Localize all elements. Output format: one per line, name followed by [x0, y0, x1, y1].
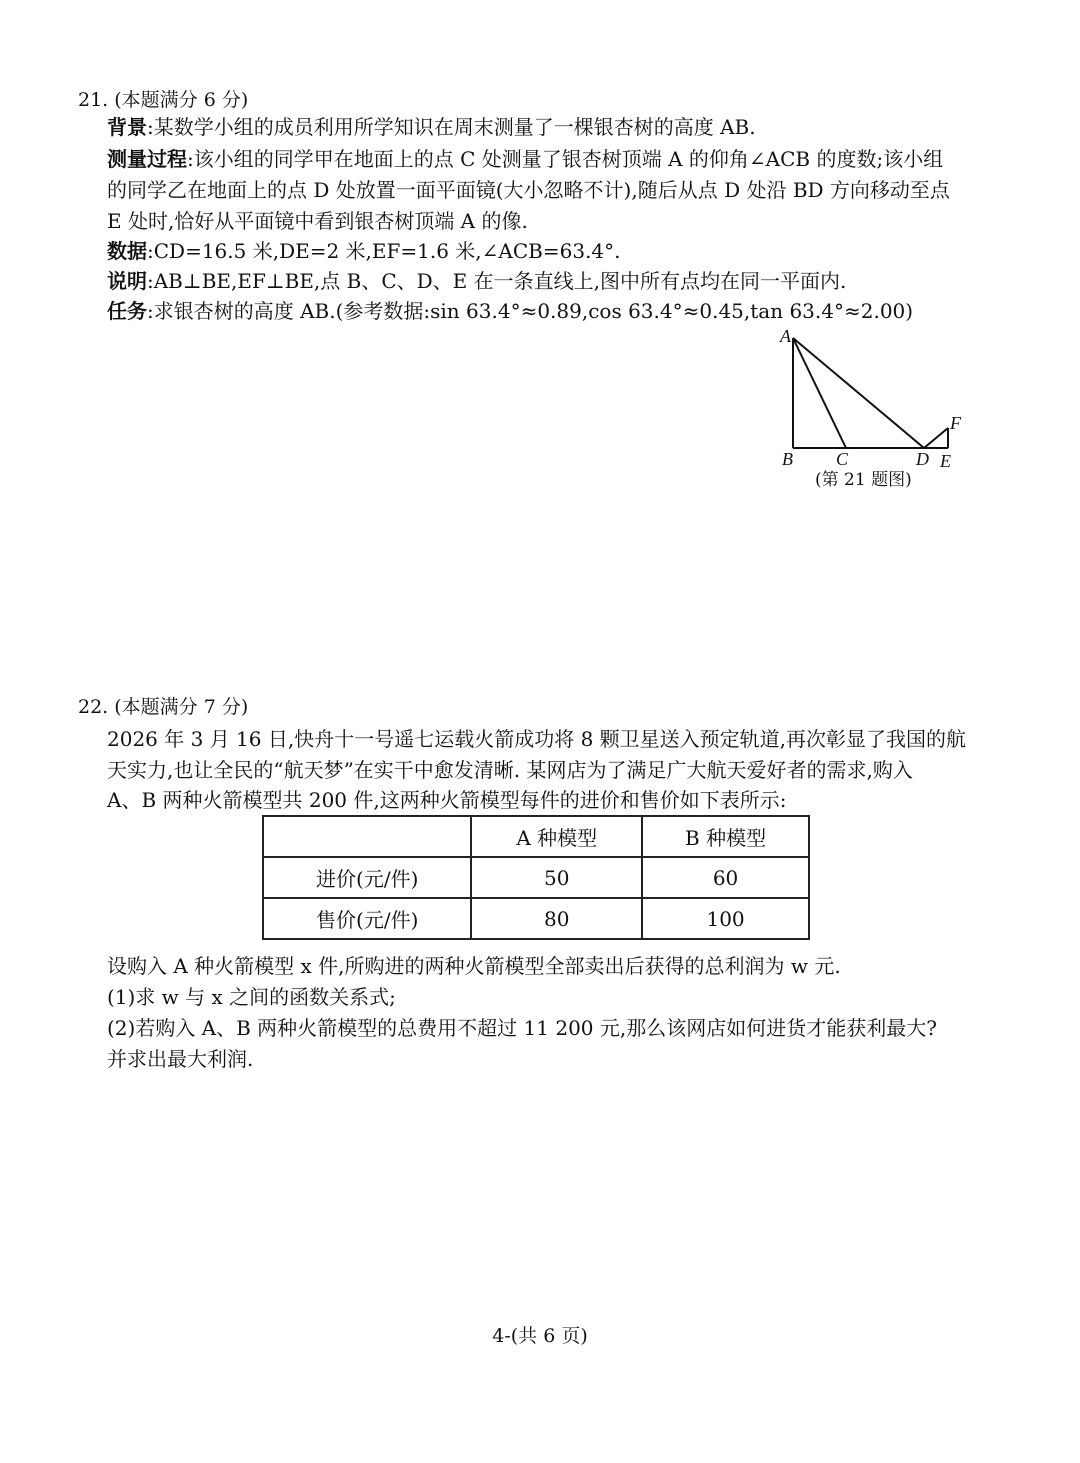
- table-row: [263, 857, 809, 898]
- table-cell: 100: [642, 898, 809, 939]
- point-label-c: C: [836, 449, 849, 469]
- q21-background-line: [107, 112, 756, 142]
- point-label-b: B: [782, 449, 793, 469]
- q21-process-label: 测量过程: [107, 147, 187, 171]
- q21-process-line-1: [107, 144, 943, 174]
- table-header-cell: [263, 816, 471, 857]
- q21-background-text: :某数学小组的成员利用所学知识在周末测量了一棵银杏树的高度 AB.: [147, 115, 756, 139]
- q21-data-text: :CD=16.5 米,DE=2 米,EF=1.6 米,∠ACB=63.4°.: [147, 239, 621, 263]
- q21-note-label: 说明: [107, 269, 147, 293]
- table-header-cell: A 种模型: [471, 816, 642, 857]
- q21-process-line-3: E 处时,恰好从平面镜中看到银杏树顶端 A 的像.: [107, 209, 528, 233]
- question-22-header: 22. (本题满分 7 分): [78, 696, 249, 718]
- q22-intro-line-1: 2026 年 3 月 16 日,快舟十一号遥七运载火箭成功将 8 颗卫星送入预定轨道,再次彰显了我国的航: [107, 727, 967, 751]
- table-cell: 80: [471, 898, 642, 939]
- table-row: [263, 898, 809, 939]
- q21-task-line: [107, 296, 913, 326]
- q21-process-line-2: 的同学乙在地面上的点 D 处放置一面平面镜(大小忽略不计),随后从点 D 处沿 BD 方向移动至点: [107, 178, 950, 202]
- q22-part-1: (1)求 w 与 x 之间的函数关系式;: [107, 985, 396, 1009]
- q21-background-label: 背景: [107, 115, 147, 139]
- point-label-a: A: [780, 326, 791, 346]
- q22-intro-line-2: 天实力,也让全民的“航天梦”在实干中愈发清晰. 某网店为了满足广大航天爱好者的需求,购入: [107, 758, 913, 782]
- q22-part-2-line-2: 并求出最大利润.: [107, 1047, 254, 1071]
- page-number: 4-(共 6 页): [492, 1325, 588, 1347]
- q21-task-text: :求银杏树的高度 AB.(参考数据:sin 63.4°≈0.89,cos 63.4°≈0.45,tan 63.4°≈2.00): [147, 299, 914, 323]
- table-header-row: [263, 816, 809, 857]
- q22-price-table: [262, 815, 810, 940]
- table-cell: 60: [642, 857, 809, 898]
- segment-df: [924, 428, 948, 448]
- table-cell: 进价(元/件): [263, 857, 471, 898]
- question-21-header: 21. (本题满分 6 分): [78, 89, 249, 111]
- table-cell: 售价(元/件): [263, 898, 471, 939]
- q22-setup-line: 设购入 A 种火箭模型 x 件,所购进的两种火箭模型全部卖出后获得的总利润为 w 元.: [107, 954, 841, 978]
- segment-ad: [793, 338, 924, 448]
- q21-data-label: 数据: [107, 239, 147, 263]
- q21-note-text: :AB⊥BE,EF⊥BE,点 B、C、D、E 在一条直线上,图中所有点均在同一平面内.: [147, 269, 847, 293]
- table-header-cell: B 种模型: [642, 816, 809, 857]
- q21-data-line: [107, 236, 621, 266]
- q21-task-label: 任务: [107, 299, 147, 323]
- segment-ac: [793, 338, 846, 448]
- table-cell: 50: [471, 857, 642, 898]
- point-label-d: D: [916, 449, 929, 469]
- q21-note-line: [107, 266, 846, 296]
- q21-process-text-1: :该小组的同学甲在地面上的点 C 处测量了银杏树顶端 A 的仰角∠ACB 的度数;该小组: [187, 147, 944, 171]
- q22-part-2-line-1: (2)若购入 A、B 两种火箭模型的总费用不超过 11 200 元,那么该网店如何进货才能获利最大?: [107, 1016, 937, 1040]
- point-label-f: F: [950, 413, 961, 433]
- q22-intro-line-3: A、B 两种火箭模型共 200 件,这两种火箭模型每件的进价和售价如下表所示:: [107, 788, 787, 812]
- point-label-e: E: [940, 451, 951, 471]
- q21-figure-caption: (第 21 题图): [815, 470, 912, 490]
